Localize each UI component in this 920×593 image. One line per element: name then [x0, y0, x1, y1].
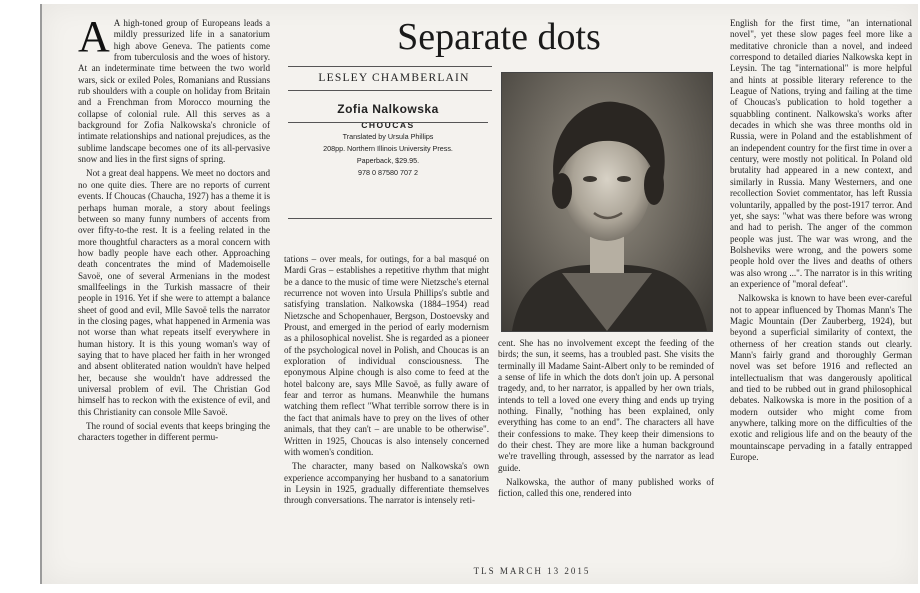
article-column-4 — [730, 18, 912, 466]
book-title: CHOUCAS — [361, 120, 415, 130]
author-portrait-photo — [501, 72, 713, 332]
paragraph: The round of social events that keeps bringing the characters together in different permu- — [78, 421, 270, 443]
article-column-1 — [78, 12, 270, 447]
paragraph: The character, many based on Nalkowska's own experience accompanying her husband to a sanatorium in Leysin in 1925, gradually differentiate themselves through conversations. The narrator is intensely reti- — [284, 461, 489, 506]
page-footer: TLS MARCH 13 2015 — [473, 566, 591, 576]
drop-cap: A — [78, 12, 110, 61]
article-column-2 — [284, 254, 489, 510]
paragraph: Nalkowska, the author of many published works of fiction, called this one, rendered into — [498, 477, 714, 499]
newspaper-page — [40, 4, 918, 584]
book-rule — [288, 122, 488, 123]
paragraph: English for the first time, "an international novel", yet these slow pages feel more like a meditative chronicle than a novel, and indeed correspond to detailed diaries Nalkowska kept in Leysin. The tag "international" is more helpful and hints at possible literary reference to the League of Nations, trying and failing at the time of Choucas's publication to hold together a squabbling continent. Nalkowska's works after decades in which she was three months old in Russia, were in Poland and the establishment of an independent country for the first time in over a century, were mostly not political. In Poland old brutality had appeared in a new context, and similarly in Russia. Many Westerners, and one recollection Soviet commentator, has left Russia voluntarily, appalled by the post-1917 terror. And yet, she says: "what was there before was wrong and had to perish. The anger of the common people was just. The war was wrong, and the Bolsheviks were wrong, and the powers some people hold over the lives and deaths of others was also wrong ...". The narrator is in this writing an experience of "moral defeat". — [730, 18, 912, 289]
book-details-box — [288, 96, 488, 216]
book-publisher: 208pp. Northern Illinois University Press. — [323, 144, 453, 153]
book-box-rule-bottom — [288, 218, 492, 219]
book-translator: Translated by Ursula Phillips — [342, 132, 434, 141]
book-isbn: 978 0 87580 707 2 — [358, 168, 418, 177]
article-column-3 — [498, 338, 714, 503]
paragraph: Nalkowska is known to have been ever-careful not to appear influenced by Thomas Mann's The Magic Mountain (Der Zauberberg, 1924), but beyond a superficial similarity of context, the otherness of her creation stands out clearly. Mann's fairly grand and thoroughly German novel was set before 1916 and reflected an intellectualism that was dangerously apolitical and tied to be rubbed out in grand philosophical debates. Nalkowska is more in the position of a modern outsider who might come from anywhere, talking more on the difficulties of the exotic and religious life and on the beauty of the mountainscape pervading in a fatally entrapped Europe. — [730, 293, 912, 463]
article-byline: LESLEY CHAMBERLAIN — [318, 72, 470, 84]
paragraph — [78, 12, 270, 165]
paragraph: tations – over meals, for outings, for a bal masqué on Mardi Gras – establishes a repetitive rhythm that might be a dance to the music of time were Nietzsche's eternal recurrence not woven into Ursula Phillips's subtle and satisfying translation. Nalkowska (1884–1954) read Nietzsche and Schopenhauer, Bergson, Dostoevsky and Proust, and emerged in the period of early modernism as a philosophical novelist. She is regarded as a pioneer of the psychological novel in Polish, and Choucas is an exploration of individual consciousness. The eponymous Alpine chough is also come to feed at the hotel balcony are, says Mlle Savoë, as fully aware of fear and terror as humans. Meanwhile the humans watching them reflect "What terrible sorrow there is in the fact that animals have to prey on the lives of other animals, that they can't – are unable to be otherwise". Written in 1925, Choucas is also intensely concerned with women's condition. — [284, 254, 489, 457]
paragraph: cent. She has no involvement except the feeding of the birds; the sun, it seems, has a troubled past. She visits the terminally ill Madame Saint-Albert only to be reminded of a sense of life in which the dots don't join up. A personal tragedy, and, to her narrator, is appalled by her own trials, intends to tell a loved one every thing and ends up trying nothing. Finally, "nothing has been explained, only everything has come to an end". The characters all have their confessions to make. They keep their dimensions to do their chest. They are more like a human background we're travelling through, assessed by the narrator as lead guide. — [498, 338, 714, 473]
portrait-illustration — [502, 73, 712, 331]
article-headline: Separate dots — [397, 16, 601, 58]
book-price: Paperback, $29.95. — [356, 156, 420, 165]
paragraph-text: A high-toned group of Europeans leads a mildly pressurized life in a sanatorium high above Geneva. The patients come from tuberculosis and the woes of history. At an indeterminate time between the two world wars, sick or exiled Poles, Romanians and Russians rub shoulders with a couple on holiday from Britain and a Frenchman from Morocco mourning the collapse of colonial rule. All this serves as a background for Zofia Nalkowska's chronicle of intimate relationships and national prejudices, as the sublime landscape becomes one of its all-pervasive snow and lies in the first signs of spring. — [78, 18, 270, 165]
book-author: Zofia Nalkowska — [337, 102, 439, 116]
byline-rule-top — [288, 66, 492, 67]
paragraph: Not a great deal happens. We meet no doctors and no one quite dies. There are no reports of current events. If Choucas (Chaucha, 1927) has a theme it is perhaps human morale, a story about feelings between so many funny numbers of accents from over fifty-to-the rest. It is a feeling related in the more thoughtful characters as a moral concern with how badly people have each other. Approaching death concentrates the mind of Mademoiselle Savoë, one of several Armenians in the modest smallfeelings in the Turkish massacre of their people in 1916. Yet if she were to attempt a balance sheet of good and evil, Mlle Savoë tells the narrator in the closing pages, what happened in Armenia was not worse than what repeats itself everywhere in human history. It is this young woman's way of saying that to have placed her faith in her wronged and absent obliterated nation wouldn't have helped her, because she wouldn't have addressed the universal problem of evil. The Christian God himself has to reckon with the existence of evil, and this Christianity can console Mlle Savoë. — [78, 168, 270, 417]
byline-rule-bottom — [288, 90, 492, 91]
